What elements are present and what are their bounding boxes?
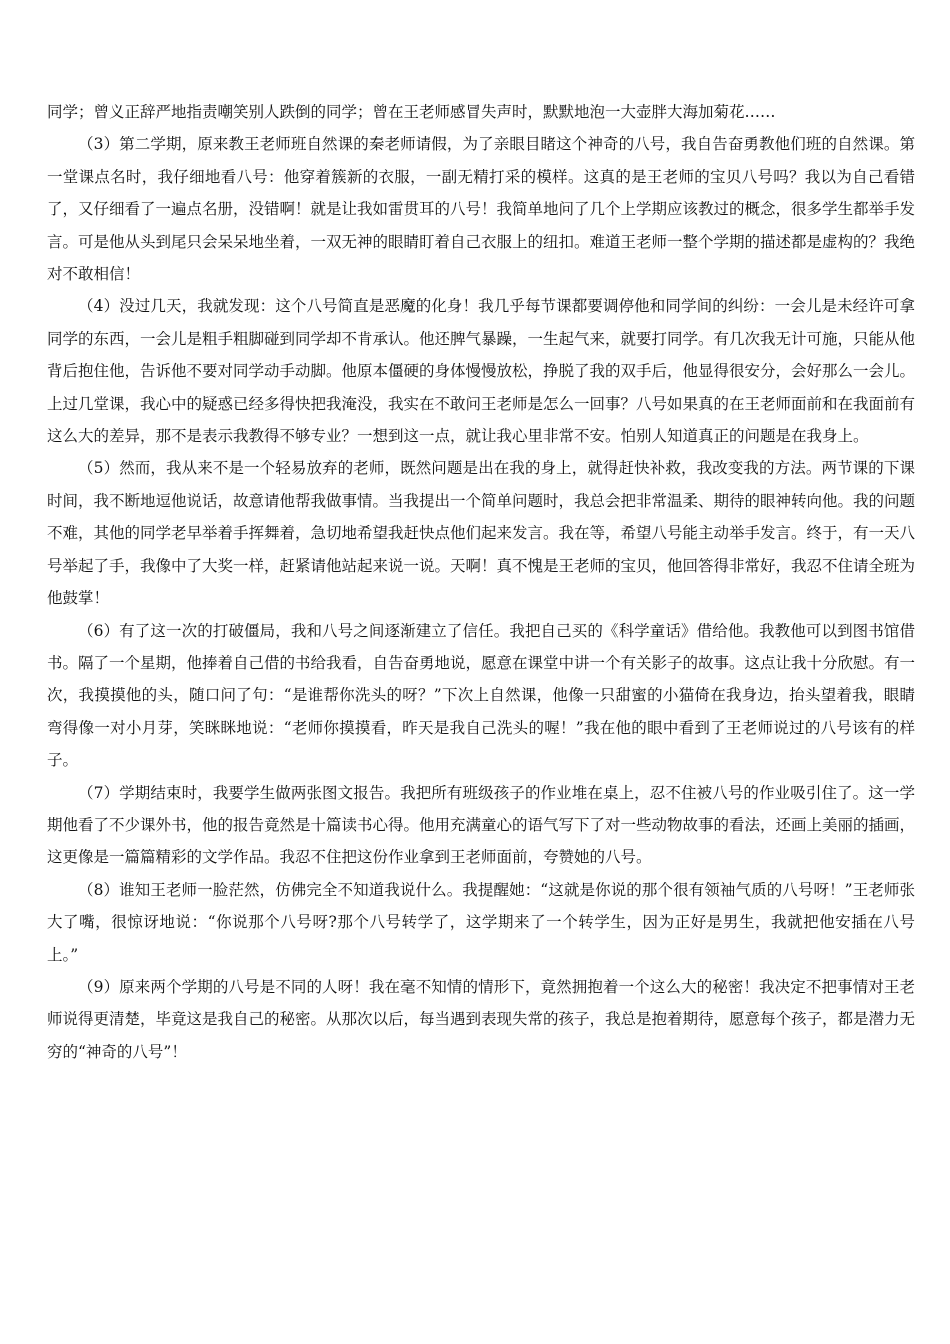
paragraph-8: （8）谁知王老师一脸茫然，仿佛完全不知道我说什么。我提醒她：“这就是你说的那个很有领袖气质的八号呀！”王老师张大了嘴，很惊讶地说：“你说那个八号呀?那个八号转学了，这学期来了一个转学生，因为正好是男生，我就把他安插在八号上。” bbox=[47, 880, 915, 964]
paragraph-9: （9）原来两个学期的八号是不同的人呀！我在毫不知情的情形下，竟然拥抱着一个这么大的秘密！我决定不把事情对王老师说得更清楚，毕竟这是我自己的秘密。从那次以后，每当遇到表现失常的孩子，我总是抱着期待，愿意每个孩子，都是潜力无穷的“神奇的八号”！ bbox=[47, 977, 916, 1061]
paragraph-5: （5）然而，我从来不是一个轻易放弃的老师，既然问题是出在我的身上，就得赶快补救，我改变我的方法。两节课的下课时间，我不断地逗他说话，故意请他帮我做事情。当我提出一个简单问题时，我总会把非常温柔、期待的眼神转向他。我的问题不难，其他的同学老早举着手挥舞着，急切地希望我赶快点他们起来发言。我在等，希望八号能主动举手发言。终于，有一天八号举起了手，我像中了大奖一样，赶紧请他站起来说一说。天啊！真不愧是王老师的宝贝，他回答得非常好，我忍不住请全班为他鼓掌！ bbox=[47, 459, 916, 608]
paragraph-continuation: 同学；曾义正辞严地指责嘲笑别人跌倒的同学；曾在王老师感冒失声时，默默地泡一大壶胖大海加菊花…… bbox=[47, 103, 776, 121]
paragraph-7: （7）学期结束时，我要学生做两张图文报告。我把所有班级孩子的作业堆在桌上，忍不住被八号的作业吸引住了。这一学期他看了不少课外书，他的报告竟然是十篇读书心得。他用充满童心的语气写下了对一些动物故事的看法，还画上美丽的插画，这更像是一篇篇精彩的文学作品。我忍不住把这份作业拿到王老师面前，夸赞她的八号。 bbox=[47, 783, 916, 867]
paragraph-6: （6）有了这一次的打破僵局，我和八号之间逐渐建立了信任。我把自己买的《科学童话》借给他。我教他可以到图书馆借书。隔了一个星期，他捧着自己借的书给我看，自告奋勇地说，愿意在课堂中讲一个有关影子的故事。这点让我十分欣慰。有一次，我摸摸他的头，随口问了句：“是谁帮你洗头的呀？”下次上自然课，他像一只甜蜜的小猫倚在我身边，抬头望着我，眼睛弯得像一对小月芽，笑眯眯地说：“老师你摸摸看，昨天是我自己洗头的喔！”我在他的眼中看到了王老师说过的八号该有的样子。 bbox=[47, 621, 916, 770]
paragraph-4: （4）没过几天，我就发现：这个八号简直是恶魔的化身！我几乎每节课都要调停他和同学间的纠纷：一会儿是未经许可拿同学的东西，一会儿是粗手粗脚碰到同学却不肯承认。他还脾气暴躁，一生起气来，就要打同学。有几次我无计可施，只能从他背后抱住他，告诉他不要对同学动手动脚。他原本僵硬的身体慢慢放松，挣脱了我的双手后，他显得很安分，会好那么一会儿。上过几堂课，我心中的疑惑已经多得快把我淹没，我实在不敢问王老师是怎么一回事？八号如果真的在王老师面前和在我面前有这么大的差异，那不是表示我教得不够专业？一想到这一点，就让我心里非常不安。怕别人知道真正的问题是在我身上。 bbox=[47, 297, 916, 446]
paragraph-3: （3）第二学期，原来教王老师班自然课的秦老师请假，为了亲眼目睹这个神奇的八号，我自告奋勇教他们班的自然课。第一堂课点名时，我仔细地看八号：他穿着簇新的衣服，一副无精打采的模样。这真的是王老师的宝贝八号吗？我以为自己看错了，又仔细看了一遍点名册，没错啊！就是让我如雷贯耳的八号！我简单地问了几个上学期应该教过的概念，很多学生都举手发言。可是他从头到尾只会呆呆地坐着，一双无神的眼睛盯着自己衣服上的纽扣。难道王老师一整个学期的描述都是虚构的？我绝对不敢相信！ bbox=[47, 135, 916, 284]
article-body bbox=[47, 96, 915, 1068]
